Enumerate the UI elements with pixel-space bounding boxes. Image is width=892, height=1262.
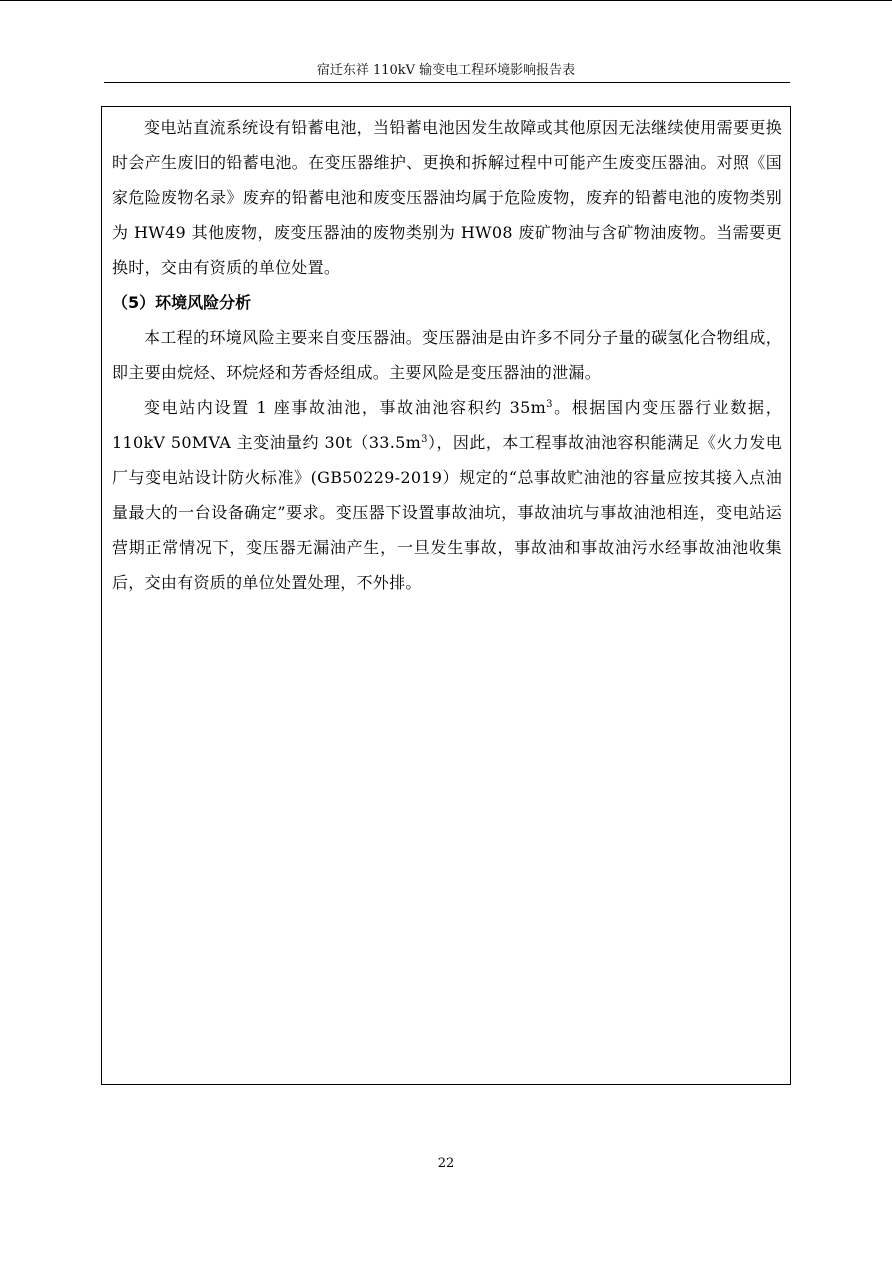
page-top-edge [0, 0, 892, 1]
running-header: 宿迁东祥 110kV 输变电工程环境影响报告表 [316, 63, 576, 78]
text-segment: ），因此，本工程事故油池容积能满足《火力发电厂与变电站设计防火标准》(GB50229-2019）规定的“总事故贮油池的容量应按其接入点油量最大的一台设备确定”要求。变压器下设置事故油坑，事故油坑与事故油池相连，变电站运营期正常情况下，变压器无漏油产生，一旦发生事故，事故油和事故油污水经事故油池收集后，交由有资质的单位处置处理，不外排。 [112, 433, 783, 592]
section-heading-environmental-risk: （5）环境风险分析 [112, 293, 252, 312]
body-text [112, 110, 782, 600]
superscript: 3 [546, 399, 553, 410]
text-segment: 变电站内设置 1 座事故油池，事故油池容积约 35m [144, 398, 547, 417]
content-frame [101, 106, 791, 1085]
paragraph-risk-source: 本工程的环境风险主要来自变压器油。变压器油是由许多不同分子量的碳氢化合物组成，即主要由烷烃、环烷烃和芳香烃组成。主要风险是变压器油的泄漏。 [112, 328, 782, 382]
text-segment: 。根据国内变压器行业数据，110kV 50MVA 主变油量约 30t（33.5m [112, 398, 782, 452]
header-rule [104, 82, 790, 83]
paragraph-lead-battery: 变电站直流系统设有铅蓄电池，当铅蓄电池因发生故障或其他原因无法继续使用需要更换时会产生废旧的铅蓄电池。在变压器维护、更换和拆解过程中可能产生废变压器油。对照《国家危险废物名录》废弃的铅蓄电池和废变压器油均属于危险废物，废弃的铅蓄电池的废物类别为 HW49 其他废物，废变压器油的废物类别为 HW08 废矿物油与含矿物油废物。当需要更换时，交由有资质的单位处置。 [112, 118, 782, 277]
paragraph-accident-oil-pool [112, 390, 782, 600]
superscript: 3 [421, 434, 428, 445]
page-number: 22 [437, 1156, 455, 1171]
